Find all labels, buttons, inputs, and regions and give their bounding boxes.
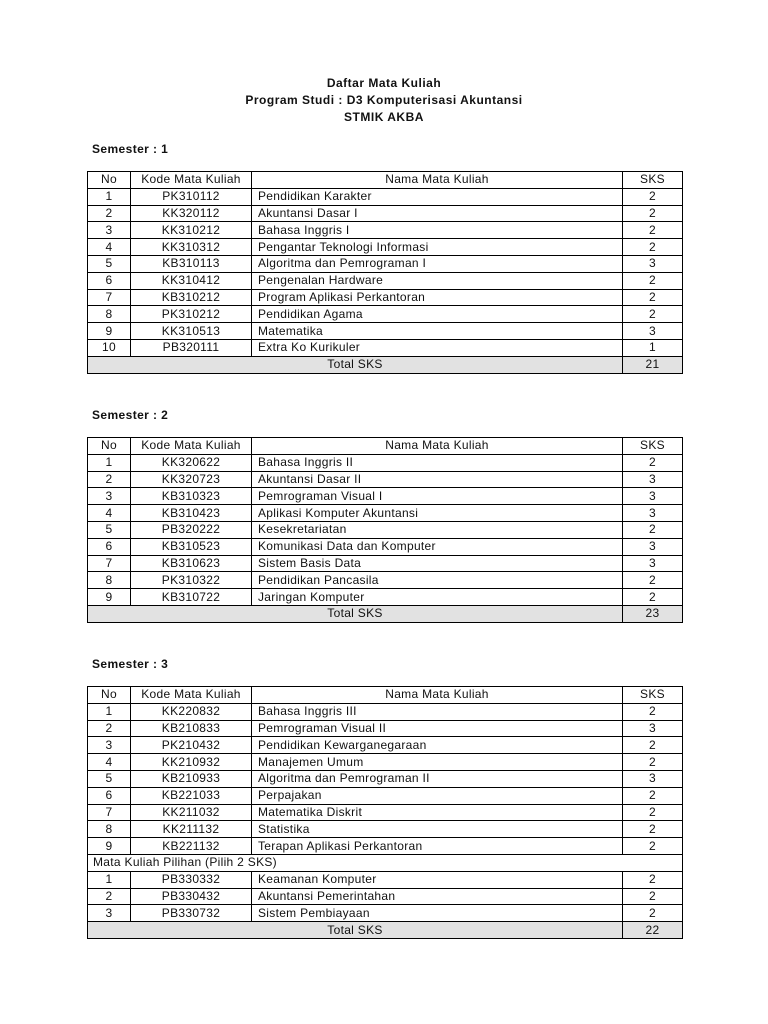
table-row [88, 205, 683, 222]
course-code: KK220832 [131, 703, 252, 720]
table-row [88, 505, 683, 522]
course-no: 9 [88, 589, 131, 606]
elective-section-label: Mata Kuliah Pilihan (Pilih 2 SKS) [88, 854, 683, 871]
course-code: KK210932 [131, 754, 252, 771]
course-sks: 3 [623, 471, 683, 488]
table-row [88, 737, 683, 754]
course-no: 8 [88, 821, 131, 838]
course-no: 7 [88, 804, 131, 821]
course-code: PB320222 [131, 521, 252, 538]
course-sks: 2 [623, 239, 683, 256]
table-row [88, 289, 683, 306]
course-sks: 3 [623, 255, 683, 272]
table-row [88, 306, 683, 323]
course-sks: 3 [623, 323, 683, 340]
course-no: 8 [88, 572, 131, 589]
course-name: Komunikasi Data dan Komputer [252, 538, 623, 555]
course-name: Akuntansi Pemerintahan [252, 888, 623, 905]
course-no: 7 [88, 555, 131, 572]
course-code: KK310412 [131, 272, 252, 289]
course-name: Pendidikan Kewarganegaraan [252, 737, 623, 754]
course-sks: 3 [623, 505, 683, 522]
semester-1-table [87, 171, 683, 374]
course-no: 3 [88, 905, 131, 922]
course-no: 1 [88, 188, 131, 205]
course-code: KB310423 [131, 505, 252, 522]
course-name: Pemrograman Visual II [252, 720, 623, 737]
course-no: 6 [88, 787, 131, 804]
total-row [88, 356, 683, 373]
table-row [88, 754, 683, 771]
course-code: PB330432 [131, 888, 252, 905]
table-row [88, 770, 683, 787]
course-code: PB320111 [131, 339, 252, 356]
course-no: 5 [88, 255, 131, 272]
table-row [88, 521, 683, 538]
course-sks: 2 [623, 454, 683, 471]
column-header-kode: Kode Mata Kuliah [131, 687, 252, 704]
course-sks: 2 [623, 838, 683, 855]
course-no: 10 [88, 339, 131, 356]
column-header-sks: SKS [623, 687, 683, 704]
course-sks: 2 [623, 703, 683, 720]
course-name: Sistem Basis Data [252, 555, 623, 572]
course-name: Program Aplikasi Perkantoran [252, 289, 623, 306]
table-row [88, 454, 683, 471]
course-no: 5 [88, 521, 131, 538]
course-code: KB310113 [131, 255, 252, 272]
table-row [88, 838, 683, 855]
doc-institution: STMIK AKBA [344, 110, 424, 124]
course-sks: 2 [623, 521, 683, 538]
course-no: 6 [88, 538, 131, 555]
course-name: Aplikasi Komputer Akuntansi [252, 505, 623, 522]
course-name: Algoritma dan Pemrograman II [252, 770, 623, 787]
course-no: 2 [88, 720, 131, 737]
course-code: KB210933 [131, 770, 252, 787]
course-name: Pendidikan Agama [252, 306, 623, 323]
course-code: KK310513 [131, 323, 252, 340]
course-sks: 2 [623, 905, 683, 922]
course-name: Pengantar Teknologi Informasi [252, 239, 623, 256]
course-name: Pendidikan Pancasila [252, 572, 623, 589]
course-no: 9 [88, 323, 131, 340]
course-sks: 2 [623, 188, 683, 205]
table-row [88, 703, 683, 720]
column-header-no: No [88, 438, 131, 455]
table-row [88, 323, 683, 340]
table-row [88, 339, 683, 356]
table-row [88, 239, 683, 256]
course-no: 2 [88, 205, 131, 222]
course-code: KB310523 [131, 538, 252, 555]
course-name: Bahasa Inggris III [252, 703, 623, 720]
course-sks: 3 [623, 720, 683, 737]
course-code: KK320112 [131, 205, 252, 222]
course-code: KK211132 [131, 821, 252, 838]
course-no: 1 [88, 454, 131, 471]
course-no: 4 [88, 239, 131, 256]
course-no: 1 [88, 703, 131, 720]
total-sks-label: Total SKS [88, 605, 623, 622]
course-no: 2 [88, 471, 131, 488]
course-sks: 3 [623, 488, 683, 505]
course-name: Akuntansi Dasar I [252, 205, 623, 222]
course-name: Pengenalan Hardware [252, 272, 623, 289]
course-code: PK310112 [131, 188, 252, 205]
course-sks: 2 [623, 754, 683, 771]
course-sks: 2 [623, 289, 683, 306]
course-sks: 2 [623, 804, 683, 821]
course-sks: 2 [623, 787, 683, 804]
course-code: KB310323 [131, 488, 252, 505]
course-no: 3 [88, 737, 131, 754]
course-code: PK310322 [131, 572, 252, 589]
course-sks: 3 [623, 770, 683, 787]
course-sks: 2 [623, 222, 683, 239]
total-sks-value: 22 [623, 922, 683, 939]
semester-2-label: Semester : 2 [92, 408, 169, 422]
course-name: Jaringan Komputer [252, 589, 623, 606]
doc-program: Program Studi : D3 Komputerisasi Akuntansi [245, 93, 523, 107]
course-name: Extra Ko Kurikuler [252, 339, 623, 356]
table-row [88, 787, 683, 804]
semester-3-label: Semester : 3 [92, 657, 169, 671]
course-name: Perpajakan [252, 787, 623, 804]
total-row [88, 605, 683, 622]
table-row [88, 871, 683, 888]
course-name: Algoritma dan Pemrograman I [252, 255, 623, 272]
course-no: 3 [88, 222, 131, 239]
course-code: KK320723 [131, 471, 252, 488]
elective-section-row [88, 854, 683, 871]
column-header-kode: Kode Mata Kuliah [131, 438, 252, 455]
table-row [88, 538, 683, 555]
column-header-nama: Nama Mata Kuliah [252, 438, 623, 455]
table-row [88, 488, 683, 505]
course-sks: 2 [623, 306, 683, 323]
course-name: Matematika [252, 323, 623, 340]
course-code: KB310212 [131, 289, 252, 306]
course-name: Kesekretariatan [252, 521, 623, 538]
total-sks-value: 21 [623, 356, 683, 373]
doc-title: Daftar Mata Kuliah [326, 76, 442, 90]
table-row [88, 471, 683, 488]
course-code: KB221033 [131, 787, 252, 804]
course-sks: 2 [623, 272, 683, 289]
course-code: PK310212 [131, 306, 252, 323]
table-row [88, 188, 683, 205]
course-no: 6 [88, 272, 131, 289]
table-row [88, 888, 683, 905]
course-name: Sistem Pembiayaan [252, 905, 623, 922]
table-header-row [88, 687, 683, 704]
course-code: KK211032 [131, 804, 252, 821]
column-header-no: No [88, 687, 131, 704]
semester-3-table [87, 686, 683, 939]
semester-2-table [87, 437, 683, 623]
table-header-row [88, 172, 683, 189]
total-row [88, 922, 683, 939]
course-code: PK210432 [131, 737, 252, 754]
table-row [88, 589, 683, 606]
course-no: 3 [88, 488, 131, 505]
table-row [88, 720, 683, 737]
table-row [88, 821, 683, 838]
course-no: 4 [88, 754, 131, 771]
course-sks: 3 [623, 538, 683, 555]
course-name: Pendidikan Karakter [252, 188, 623, 205]
table-row [88, 572, 683, 589]
course-name: Keamanan Komputer [252, 871, 623, 888]
semester-1-label: Semester : 1 [92, 142, 169, 156]
course-name: Statistika [252, 821, 623, 838]
column-header-no: No [88, 172, 131, 189]
table-header-row [88, 438, 683, 455]
column-header-sks: SKS [623, 172, 683, 189]
course-name: Akuntansi Dasar II [252, 471, 623, 488]
course-sks: 2 [623, 737, 683, 754]
table-row [88, 272, 683, 289]
table-row [88, 222, 683, 239]
course-sks: 2 [623, 821, 683, 838]
course-name: Terapan Aplikasi Perkantoran [252, 838, 623, 855]
course-code: PB330732 [131, 905, 252, 922]
course-no: 9 [88, 838, 131, 855]
table-row [88, 555, 683, 572]
course-name: Pemrograman Visual I [252, 488, 623, 505]
course-code: KK310312 [131, 239, 252, 256]
course-code: KB310623 [131, 555, 252, 572]
course-code: KB221132 [131, 838, 252, 855]
course-sks: 3 [623, 555, 683, 572]
course-no: 7 [88, 289, 131, 306]
course-code: KK320622 [131, 454, 252, 471]
total-sks-value: 23 [623, 605, 683, 622]
course-sks: 2 [623, 205, 683, 222]
column-header-kode: Kode Mata Kuliah [131, 172, 252, 189]
course-code: KB210833 [131, 720, 252, 737]
course-code: KK310212 [131, 222, 252, 239]
total-sks-label: Total SKS [88, 922, 623, 939]
column-header-nama: Nama Mata Kuliah [252, 172, 623, 189]
course-no: 1 [88, 871, 131, 888]
course-sks: 2 [623, 871, 683, 888]
column-header-nama: Nama Mata Kuliah [252, 687, 623, 704]
course-sks: 2 [623, 589, 683, 606]
course-name: Bahasa Inggris I [252, 222, 623, 239]
table-row [88, 804, 683, 821]
course-no: 5 [88, 770, 131, 787]
course-sks: 2 [623, 888, 683, 905]
course-sks: 2 [623, 572, 683, 589]
course-name: Bahasa Inggris II [252, 454, 623, 471]
table-row [88, 905, 683, 922]
column-header-sks: SKS [623, 438, 683, 455]
table-row [88, 255, 683, 272]
course-no: 8 [88, 306, 131, 323]
course-no: 2 [88, 888, 131, 905]
total-sks-label: Total SKS [88, 356, 623, 373]
course-name: Manajemen Umum [252, 754, 623, 771]
course-name: Matematika Diskrit [252, 804, 623, 821]
course-no: 4 [88, 505, 131, 522]
course-code: PB330332 [131, 871, 252, 888]
course-code: KB310722 [131, 589, 252, 606]
course-sks: 1 [623, 339, 683, 356]
